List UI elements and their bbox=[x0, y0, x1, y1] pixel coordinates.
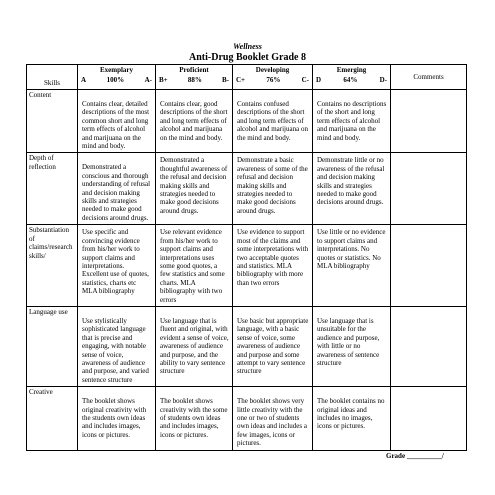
skills-header: Skills bbox=[27, 65, 78, 90]
criteria-cell: Use evidence to support most of the claims and some interpretations with two acceptable quotes and statistics. MLA bibliography with more than two errors bbox=[233, 225, 313, 307]
level-letter: A bbox=[81, 76, 87, 85]
criteria-cell: Use language that is unsuitable for the audience and purpose, with little or no awareness of sentence structure bbox=[313, 306, 391, 386]
level-header-developing bbox=[233, 65, 313, 90]
criteria-cell: Demonstrated a thoughtful awareness of the refusal and decision making skills and strategies needed to make good decisions around drugs. bbox=[156, 153, 233, 225]
comments-cell[interactable] bbox=[391, 306, 467, 386]
criteria-cell: Use basic but appropriate language, with a basic sense of voice, some awareness of audience and purpose and some attempt to vary sentence structure bbox=[233, 306, 313, 386]
criteria-cell: Use little or no evidence to support claims and interpretations. No quotes or statistics. No MLA bibliography bbox=[313, 225, 391, 307]
criteria-cell: Contains no descriptions of the short and long term effects of alcohol and marijuana on the mind and body. bbox=[313, 90, 391, 153]
level-percent: 76% bbox=[266, 76, 281, 85]
level-end: A- bbox=[144, 76, 152, 85]
rubric-table bbox=[26, 64, 467, 451]
level-name: Developing bbox=[255, 66, 290, 74]
comments-cell[interactable] bbox=[391, 153, 467, 225]
criteria-cell: The booklet contains no original ideas and includes no images, icons or pictures. bbox=[313, 387, 391, 450]
level-letter: C+ bbox=[236, 76, 246, 85]
rubric-row-creative bbox=[27, 387, 467, 450]
rubric-row-depth bbox=[27, 153, 467, 225]
criteria-cell: Contains confused descriptions of the short and long term effects of alcohol and marijuana on the mind and body. bbox=[233, 90, 313, 153]
level-letter: D bbox=[316, 76, 322, 85]
comments-header: Comments bbox=[391, 65, 467, 90]
level-end: C- bbox=[301, 76, 309, 85]
rubric-row-content bbox=[27, 90, 467, 153]
level-end: B- bbox=[221, 76, 229, 85]
subject-title: Wellness bbox=[233, 42, 262, 51]
level-percent: 100% bbox=[106, 76, 125, 85]
row-label: Substantiation of claims/research skills/ bbox=[27, 225, 78, 307]
level-header-emerging bbox=[313, 65, 391, 90]
criteria-cell: Use stylistically sophisticated language that is precise and engaging, with notable sense of voice, awareness of audience and purpose, and varied sentence structure bbox=[78, 306, 156, 386]
comments-cell[interactable] bbox=[391, 225, 467, 307]
criteria-cell: The booklet shows original creativity with the students own ideas and includes images, icons or pictures. bbox=[78, 387, 156, 450]
level-name: Emerging bbox=[336, 66, 367, 74]
row-label: Content bbox=[27, 90, 78, 153]
level-name: Exemplary bbox=[99, 66, 134, 74]
rubric-row-language bbox=[27, 306, 467, 386]
comments-cell[interactable] bbox=[391, 90, 467, 153]
level-header-proficient bbox=[156, 65, 233, 90]
comments-cell[interactable] bbox=[391, 387, 467, 450]
level-letter: B+ bbox=[159, 76, 168, 85]
header-row bbox=[27, 65, 467, 90]
criteria-cell: The booklet shows creativity with the some of students own ideas and includes images, icons or pictures. bbox=[156, 387, 233, 450]
level-name: Proficient bbox=[179, 66, 209, 74]
row-label: Depth of reflection bbox=[27, 153, 78, 225]
level-header-exemplary bbox=[78, 65, 156, 90]
criteria-cell: Use language that is fluent and original, with evident a sense of voice, awareness of audience and purpose, and the ability to vary sentence structure bbox=[156, 306, 233, 386]
criteria-cell: The booklet shows very little creativity with the one or two of students own ideas and includes a few images, icons or pictures. bbox=[233, 387, 313, 450]
level-end: D- bbox=[379, 76, 387, 85]
criteria-cell: Demonstrate little or no awareness of the refusal and decision making skills and strategies needed to make good decisions around drugs. bbox=[313, 153, 391, 225]
criteria-cell: Contains clear, good descriptions of the short and long term effects of alcohol and marijuana on the mind and body. bbox=[156, 90, 233, 153]
row-label: Creative bbox=[27, 387, 78, 450]
grade-label: Grade bbox=[386, 452, 406, 460]
row-label: Language use bbox=[27, 306, 78, 386]
criteria-cell: Use specific and convincing evidence from his/her work to support claims and interpretations. Excellent use of quotes, statistics, charts etc MLA bibliography bbox=[78, 225, 156, 307]
rubric-row-substantiation bbox=[27, 225, 467, 307]
rubric-title: Anti-Drug Booklet Grade 8 bbox=[189, 52, 306, 63]
grade-line bbox=[386, 452, 444, 460]
criteria-cell: Demonstrate a basic awareness of some of the refusal and decision making skills and strategies needed to make good decisions around drugs. bbox=[233, 153, 313, 225]
grade-blank[interactable]: __________/ bbox=[406, 452, 444, 460]
level-percent: 64% bbox=[343, 76, 358, 85]
criteria-cell: Use relevant evidence from his/her work to support claims and interpretations uses some good quotes, a few statistics and some charts. MLA bibliography with two errors bbox=[156, 225, 233, 307]
criteria-cell: Contains clear, detailed descriptions of the most common short and long term effects of alcohol and marijuana on the mind and body. bbox=[78, 90, 156, 153]
level-percent: 88% bbox=[187, 76, 202, 85]
criteria-cell: Demonstrated a conscious and thorough understanding of refusal and decision making skills and strategies needed to make good decisions around drugs. bbox=[78, 153, 156, 225]
